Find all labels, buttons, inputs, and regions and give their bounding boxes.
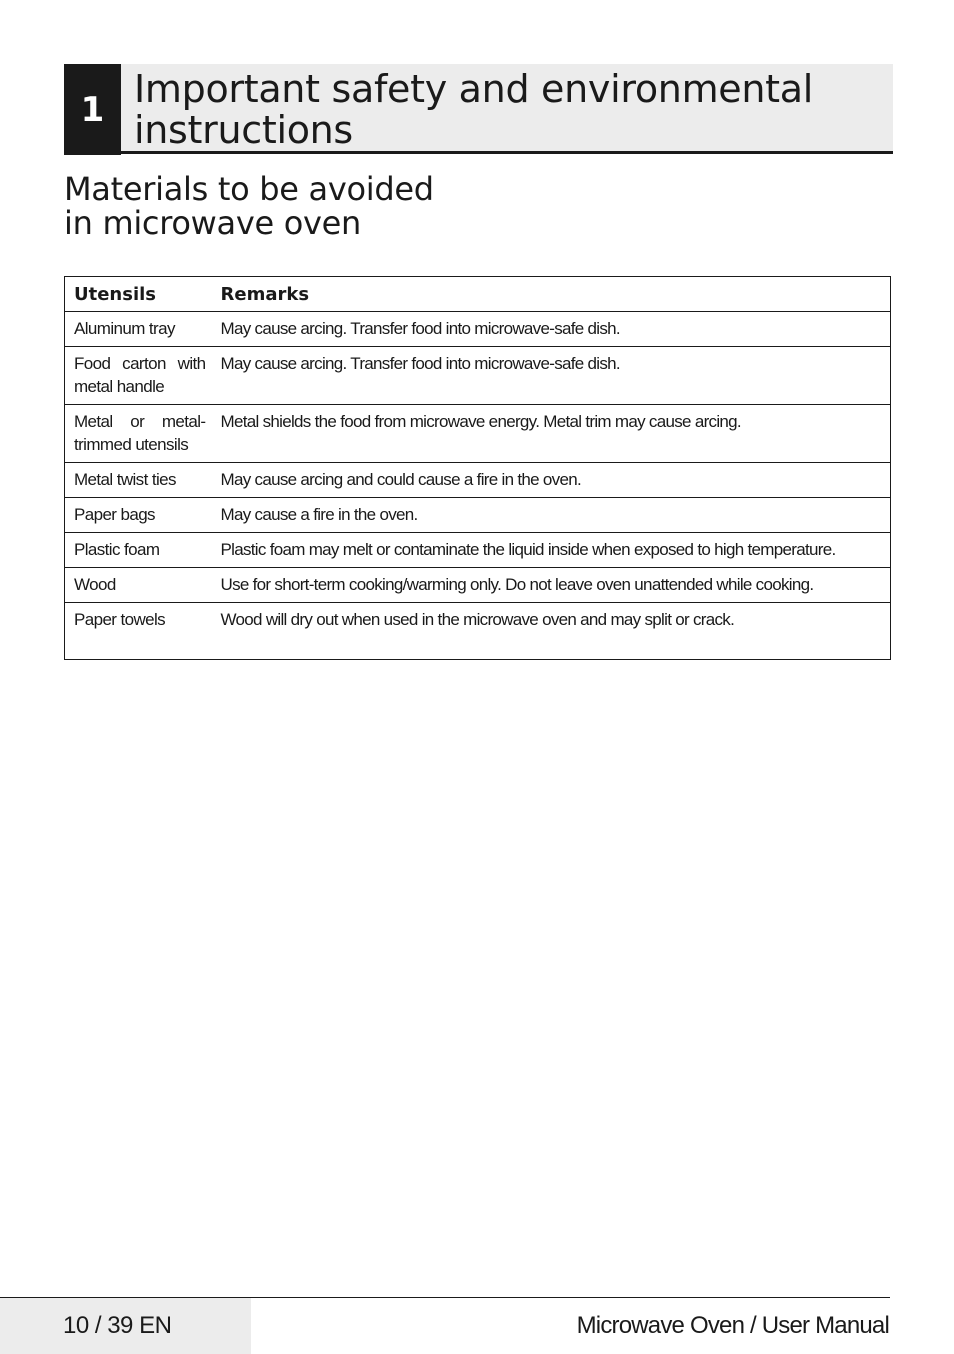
utensil-cell: Metal or metal-trimmed utensils — [65, 405, 212, 463]
table-header-row — [65, 277, 891, 312]
section-heading-line-2: in microwave oven — [64, 204, 361, 242]
utensil-cell: Wood — [65, 568, 212, 603]
utensil-cell: Aluminum tray — [65, 312, 212, 347]
header-remarks: Remarks — [212, 277, 891, 312]
remark-cell: May cause a fire in the oven. — [212, 498, 891, 533]
header-utensils: Utensils — [65, 277, 212, 312]
remark-cell: May cause arcing. Transfer food into microwave-safe dish. — [212, 347, 891, 405]
remark-cell: Metal shields the food from microwave energy. Metal trim may cause arcing. — [212, 405, 891, 463]
remark-cell: Wood will dry out when used in the microwave oven and may split or crack. — [212, 603, 891, 660]
utensil-cell: Paper towels — [65, 603, 212, 660]
utensil-cell: Metal twist ties — [65, 463, 212, 498]
table-row — [65, 603, 891, 660]
utensil-cell: Plastic foam — [65, 533, 212, 568]
footer-manual-title: Microwave Oven / User Manual — [576, 1312, 889, 1339]
utensil-cell: Food carton with metal handle — [65, 347, 212, 405]
remark-cell: May cause arcing and could cause a fire in the oven. — [212, 463, 891, 498]
chapter-number: 1 — [64, 64, 121, 155]
remark-cell: May cause arcing. Transfer food into microwave-safe dish. — [212, 312, 891, 347]
table-row — [65, 347, 891, 405]
remark-cell: Use for short-term cooking/warming only. Do not leave oven unattended while cooking. — [212, 568, 891, 603]
footer-page-number: 10 / 39 EN — [63, 1312, 172, 1339]
table-row — [65, 312, 891, 347]
chapter-header — [64, 64, 893, 154]
table-row — [65, 533, 891, 568]
utensil-cell: Paper bags — [65, 498, 212, 533]
table-row — [65, 405, 891, 463]
section-heading-line-1: Materials to be avoided — [64, 170, 434, 208]
table-row — [65, 568, 891, 603]
table-row — [65, 463, 891, 498]
chapter-title: Important safety and environmental instructions — [134, 67, 813, 152]
remark-cell: Plastic foam may melt or contaminate the liquid inside when exposed to high temperature. — [212, 533, 891, 568]
section-heading — [64, 172, 664, 240]
table-row — [65, 498, 891, 533]
materials-table — [64, 276, 891, 660]
chapter-title-banner — [121, 64, 893, 154]
